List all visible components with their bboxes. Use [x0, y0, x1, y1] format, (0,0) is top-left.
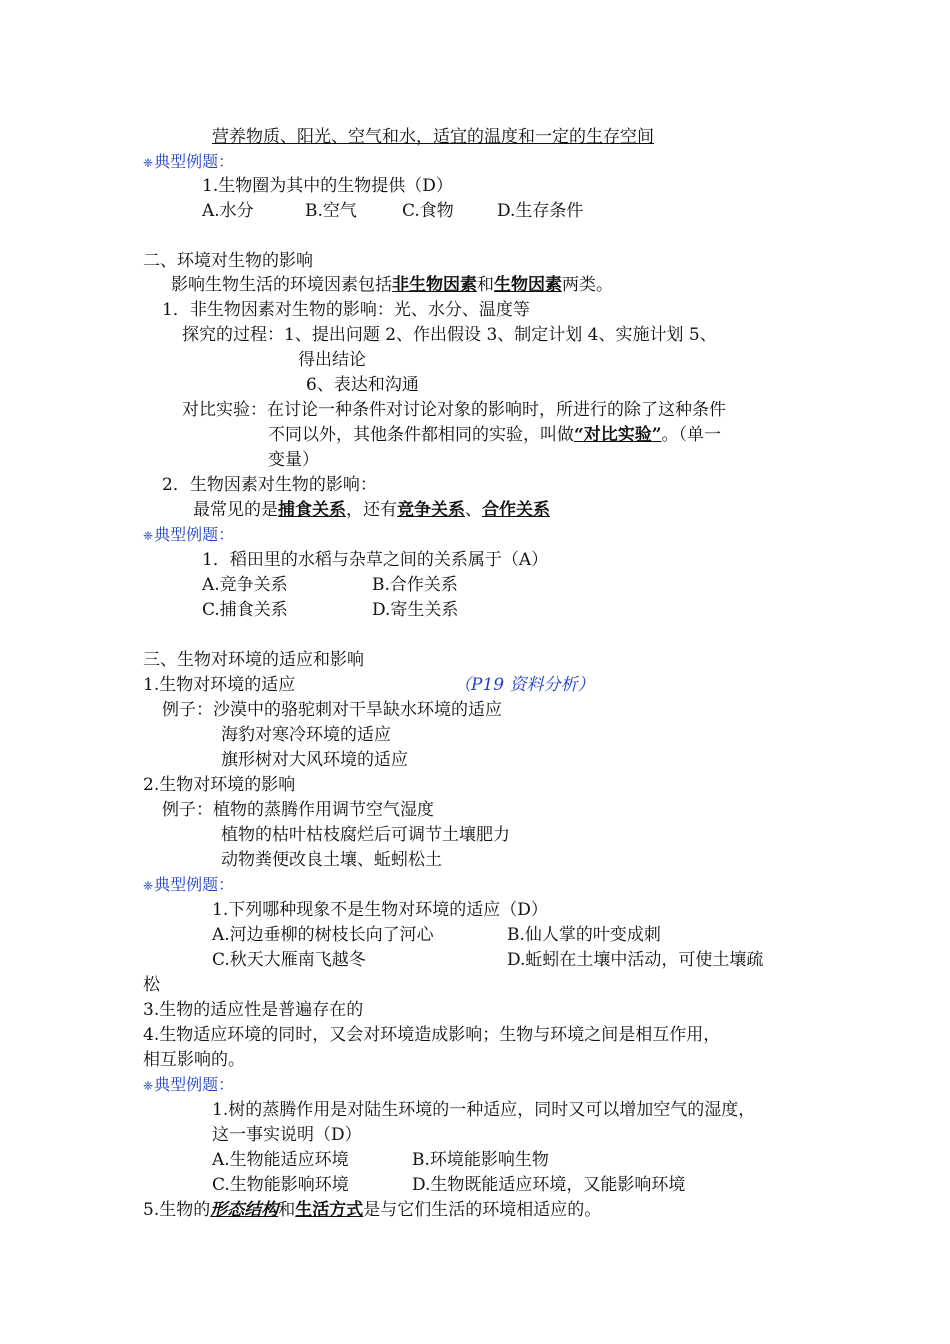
example-label	[143, 1074, 234, 1097]
asterism-icon: ❈	[143, 156, 154, 170]
keyword-contrast: “对比实验”	[574, 425, 662, 445]
q2-option-d: D.寄生关系	[372, 600, 459, 620]
example-label	[143, 151, 234, 174]
example-label	[143, 874, 234, 897]
q2-option-b: B.合作关系	[372, 575, 458, 595]
adapt-example1: 例子：沙漠中的骆驼刺对干旱缺水环境的适应	[162, 700, 502, 720]
text: 最常见的是	[193, 500, 278, 520]
q1-option-a: A.水分	[202, 201, 254, 221]
influence-example2: 植物的枯叶枯枝腐烂后可调节土壤肥力	[221, 825, 510, 845]
q3-option-d: D.蚯蚓在土壤中活动，可使土壤疏	[507, 950, 764, 970]
explore-process: 探究的过程：1、提出问题 2、作出假设 3、制定计划 4、实施计划 5、	[182, 325, 717, 345]
contrast-experiment-cont2: 变量）	[268, 450, 319, 470]
q2-stem: 1．稻田里的水稻与杂草之间的关系属于（A）	[202, 550, 549, 570]
q1-option-d: D.生存条件	[497, 201, 584, 221]
keyword-biotic: 生物因素	[494, 275, 562, 295]
influence-example3: 动物粪便改良土壤、蚯蚓松土	[221, 850, 442, 870]
example-label-text: 典型例题：	[154, 1075, 235, 1094]
q3-stem: 1.下列哪种现象不是生物对环境的适应（D）	[212, 900, 548, 920]
keyword-lifestyle: 生活方式	[295, 1200, 364, 1220]
adapt-example3: 旗形树对大风环境的适应	[221, 750, 408, 770]
section3-point4: 4.生物适应环境的同时，又会对环境造成影响；生物与环境之间是相互作用，	[143, 1025, 721, 1045]
section2-point2: 2．生物因素对生物的影响：	[162, 475, 377, 495]
keyword-abiotic: 非生物因素	[392, 275, 477, 295]
intro-nutrients: 营养物质、阳光、空气和水，适宜的温度和一定的生存空间	[212, 127, 654, 147]
text: 、	[465, 500, 482, 520]
q4-option-b: B.环境能影响生物	[412, 1150, 549, 1170]
section2-point1: 1．非生物因素对生物的影响：光、水分、温度等	[162, 300, 530, 320]
q2-option-a: A.竞争关系	[202, 575, 288, 595]
text: 不同以外，其他条件都相同的实验，叫做	[268, 425, 574, 445]
text: ，还有	[346, 500, 397, 520]
example-label	[143, 524, 234, 547]
q4-stem-cont: 这一事实说明（D）	[212, 1125, 362, 1145]
influence-example1: 例子：植物的蒸腾作用调节空气湿度	[162, 800, 434, 820]
example-label-text: 典型例题：	[154, 152, 235, 171]
text: 两类。	[562, 275, 613, 295]
section2-intro	[171, 274, 613, 296]
q1-stem: 1.生物圈为其中的生物提供（D）	[202, 176, 453, 196]
asterism-icon: ❈	[143, 1079, 154, 1093]
explore-process-cont: 得出结论	[298, 350, 366, 370]
q3-option-a: A.河边垂柳的树枝长向了河心	[212, 925, 434, 945]
section3-note: （P19 资料分析）	[454, 675, 595, 695]
keyword-morphology: 形态结构	[210, 1200, 279, 1220]
contrast-experiment-cont	[268, 424, 721, 446]
q3-option-b: B.仙人掌的叶变成刺	[507, 925, 661, 945]
section3-point1: 1.生物对环境的适应	[143, 675, 296, 695]
text: 影响生物生活的环境因素包括	[171, 275, 392, 295]
q4-option-a: A.生物能适应环境	[212, 1150, 349, 1170]
q2-option-c: C.捕食关系	[202, 600, 288, 620]
q1-option-c: C.食物	[402, 201, 454, 221]
q4-option-c: C.生物能影响环境	[212, 1175, 349, 1195]
section3-point3: 3.生物的适应性是普遍存在的	[143, 1000, 364, 1020]
text: 5.生物的	[143, 1200, 211, 1220]
q3-option-c: C.秋天大雁南飞越冬	[212, 950, 366, 970]
text: 和	[477, 275, 494, 295]
text: 。（单一	[661, 425, 722, 445]
q4-option-d: D.生物既能适应环境，又能影响环境	[412, 1175, 686, 1195]
text: 和	[278, 1200, 296, 1220]
example-label-text: 典型例题：	[154, 525, 235, 544]
section3-point4-cont: 相互影响的。	[143, 1050, 245, 1070]
keyword-predation: 捕食关系	[278, 500, 346, 520]
example-label-text: 典型例题：	[154, 875, 235, 894]
q3-option-d-wrap: 松	[143, 975, 160, 995]
section2-title: 二、环境对生物的影响	[143, 251, 313, 271]
section2-point2-line	[193, 499, 550, 521]
contrast-experiment: 对比实验：在讨论一种条件对讨论对象的影响时，所进行的除了这种条件	[182, 400, 726, 420]
q1-option-b: B.空气	[305, 201, 357, 221]
keyword-competition: 竞争关系	[397, 500, 465, 520]
adapt-example2: 海豹对寒冷环境的适应	[221, 725, 391, 745]
section3-point2: 2.生物对环境的影响	[143, 775, 296, 795]
text: 是与它们生活的环境相适应的。	[363, 1200, 602, 1220]
explore-process-cont2: 6、表达和沟通	[306, 375, 419, 395]
asterism-icon: ❈	[143, 879, 154, 893]
q4-stem: 1.树的蒸腾作用是对陆生环境的一种适应，同时又可以增加空气的湿度，	[212, 1100, 756, 1120]
asterism-icon: ❈	[143, 529, 154, 543]
keyword-cooperation: 合作关系	[482, 500, 550, 520]
section3-title: 三、生物对环境的适应和影响	[143, 650, 364, 670]
section3-point5	[143, 1199, 601, 1221]
